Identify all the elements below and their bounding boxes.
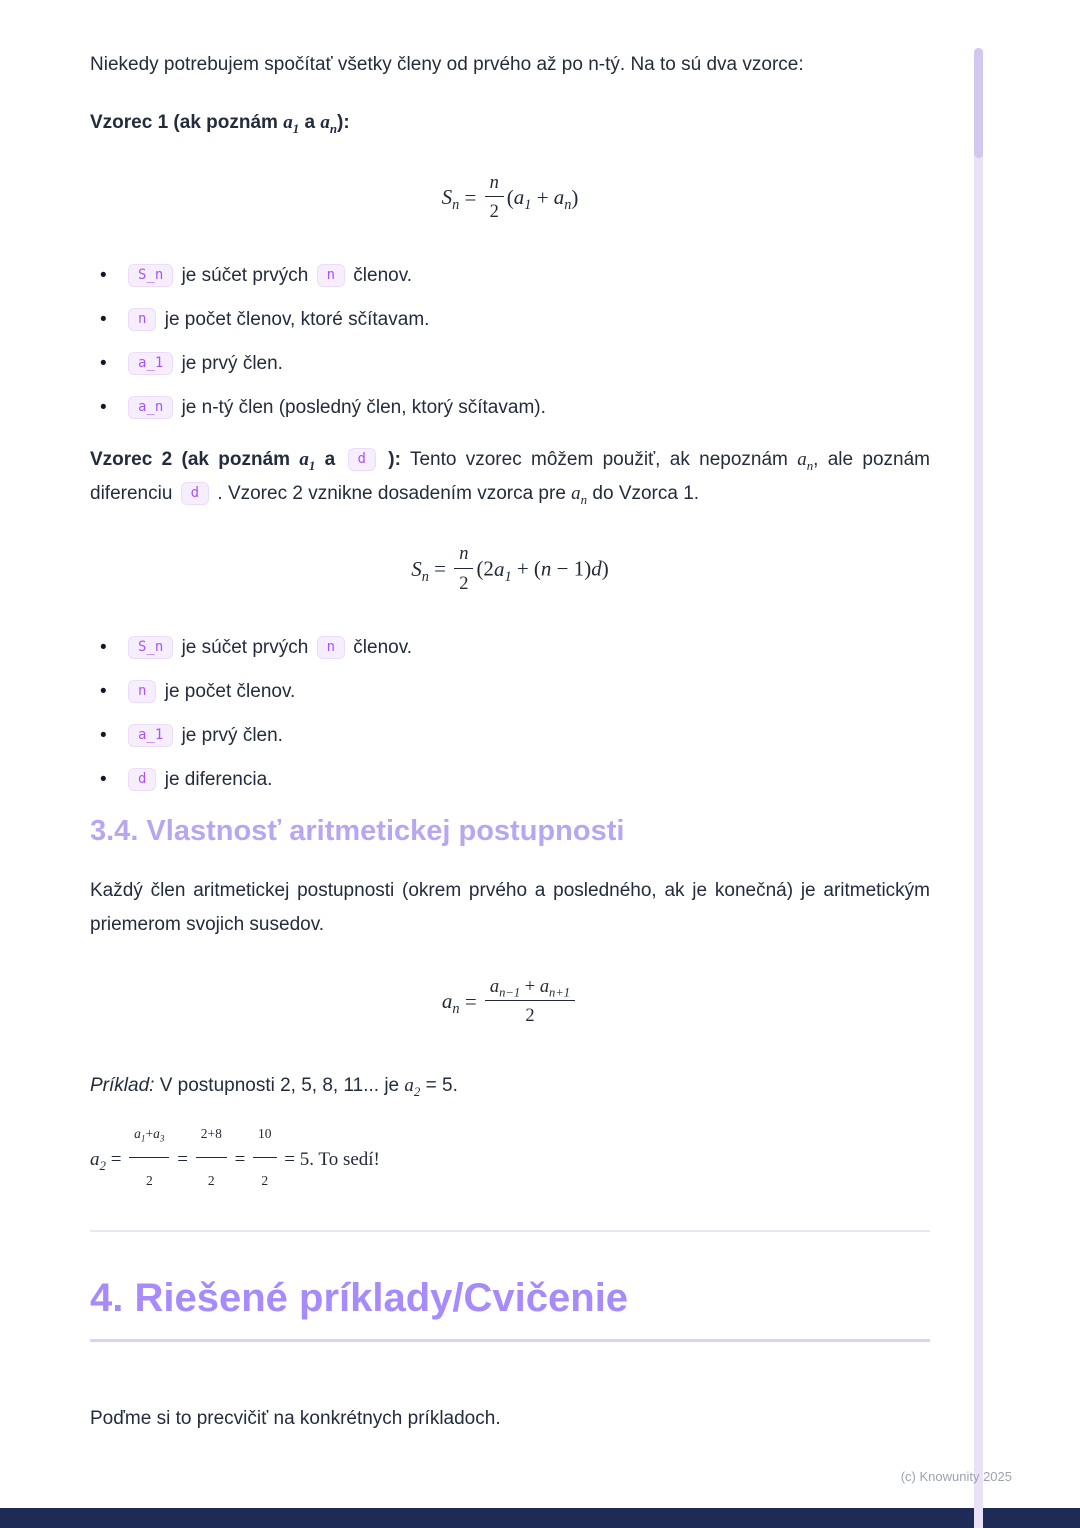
scrollbar-thumb[interactable] xyxy=(974,48,983,158)
math-var: $a_1$ xyxy=(493,556,512,586)
list-item: • S_n je súčet prvých n členov. xyxy=(90,633,930,663)
code-badge: n xyxy=(128,308,156,331)
footer-credit: (c) Knowunity 2025 xyxy=(900,1469,1012,1484)
code-badge: d xyxy=(348,448,376,471)
math-var: $a_{n-1}$ xyxy=(489,975,521,1000)
list-item: • d je diferencia. xyxy=(90,765,930,795)
math-var: $S_n$ xyxy=(441,185,460,214)
vzorec1-definitions-list xyxy=(90,261,930,423)
math-var: $a_2$ xyxy=(90,1148,106,1173)
code-badge: d xyxy=(181,482,209,505)
math-var: $a_3$ xyxy=(153,1126,165,1144)
math-var: $a_1$ xyxy=(134,1126,146,1144)
formula-sum-1: $S_n$ = $\frac{n}{2}$ $(a_1 + a_n)$ xyxy=(441,172,579,222)
code-badge: a_1 xyxy=(128,724,173,747)
list-item: • a_n je n-tý člen (posledný člen, ktorý sčítavam). xyxy=(90,393,930,423)
math-var: $a_1$ xyxy=(299,449,316,474)
code-badge: n xyxy=(317,636,345,659)
fraction: $\frac{n}{2}$ xyxy=(485,171,504,222)
math-var: $a_n$ xyxy=(320,112,337,136)
math-var: $S_n$ xyxy=(411,556,429,586)
formula-mean-property: $a_n$ = $\frac{a_{n-1} + a_{n+1}}{2}$ xyxy=(90,978,930,1029)
list-item: • n je počet členov, ktoré sčítavam. xyxy=(90,305,930,335)
math-var: $a_2$ xyxy=(404,1075,421,1099)
math-var: $a_{n+1}$ xyxy=(539,975,571,1000)
section34-paragraph: Každý člen aritmetickej postupnosti (okrem prvého a posledného, ak je konečná) je aritmetickým priemerom svojich susedov. xyxy=(90,879,930,935)
fraction: $\frac{a_1+a_3}{2}$ xyxy=(129,1114,169,1201)
code-badge: n xyxy=(317,264,345,287)
intro-paragraph: Niekedy potrebujem spočítať všetky členy od prvého až po n-tý. Na to sú dva vzorce: xyxy=(90,54,804,75)
code-badge: d xyxy=(128,768,156,791)
fraction: $\frac{2+8}{2}$ xyxy=(196,1114,227,1201)
math-var: n xyxy=(489,172,499,192)
code-badge: a_1 xyxy=(128,352,173,375)
section-heading-4: 4. Riešené príklady/Cvičenie xyxy=(90,1276,930,1342)
section-heading-3-4: 3.4. Vlastnosť aritmetickej postupnosti xyxy=(90,814,625,847)
page-bottom-bar xyxy=(0,1508,1080,1528)
fraction: $\frac{10}{2}$ xyxy=(253,1114,277,1201)
math-var: $a_n$ xyxy=(797,449,814,474)
math-var: $a_n$ xyxy=(571,483,588,508)
math-var: n xyxy=(459,543,469,564)
scrollbar-track[interactable] xyxy=(974,48,983,1528)
list-item: • a_1 je prvý člen. xyxy=(90,349,930,379)
math-var: d xyxy=(591,556,602,581)
list-item: • S_n je súčet prvých n členov. xyxy=(90,261,930,291)
math-var: n xyxy=(540,556,552,581)
code-badge: a_n xyxy=(128,396,173,419)
priklad-line: Príklad: V postupnosti 2, 5, 8, 11... je $a_2 = 5$. xyxy=(90,1075,458,1099)
code-badge: S_n xyxy=(128,264,173,287)
vzorec1-heading: Vzorec 1 (ak poznám $a_1$ a $a_n$): xyxy=(90,112,350,136)
code-badge: S_n xyxy=(128,636,173,659)
math-var: $a_n$ xyxy=(441,989,460,1018)
vzorec2-definitions-list xyxy=(90,633,930,795)
list-item: • n je počet členov. xyxy=(90,677,930,707)
code-badge: n xyxy=(128,680,156,703)
math-var: $a_n$ xyxy=(553,185,572,214)
fraction: $\frac{a_{n-1} + a_{n+1}}{2}$ xyxy=(485,975,575,1026)
section-divider xyxy=(90,1230,930,1232)
example-equation: $a_2$ = $\frac{a_1+a_3}{2}$ = $\frac{2+8}{2}$ = $\frac{10}{2}$ = 5. To sedí! xyxy=(90,1117,930,1204)
list-item: • a_1 je prvý člen. xyxy=(90,721,930,751)
formula-sum-2: $S_n$ = $\frac{n}{2}$ $(2a_1 + (n - 1)d)$ xyxy=(411,543,609,593)
vzorec2-paragraph: Vzorec 2 (ak poznám $a_1$ a d ): Tento vzorec môžem použiť, ak nepoznám $a_n$, ale poznám diferenciu d . Vzorec 2 vznikne dosadením vzorca pre $a_n$ do Vzorca 1. xyxy=(90,449,931,508)
math-var: $a_1$ xyxy=(283,112,300,136)
closing-paragraph: Poďme si to precvičiť na konkrétnych príkladoch. xyxy=(90,1408,501,1430)
fraction: $\frac{n}{2}$ xyxy=(454,542,473,593)
math-var: $a_1$ xyxy=(513,185,532,214)
page-content xyxy=(90,48,930,1436)
